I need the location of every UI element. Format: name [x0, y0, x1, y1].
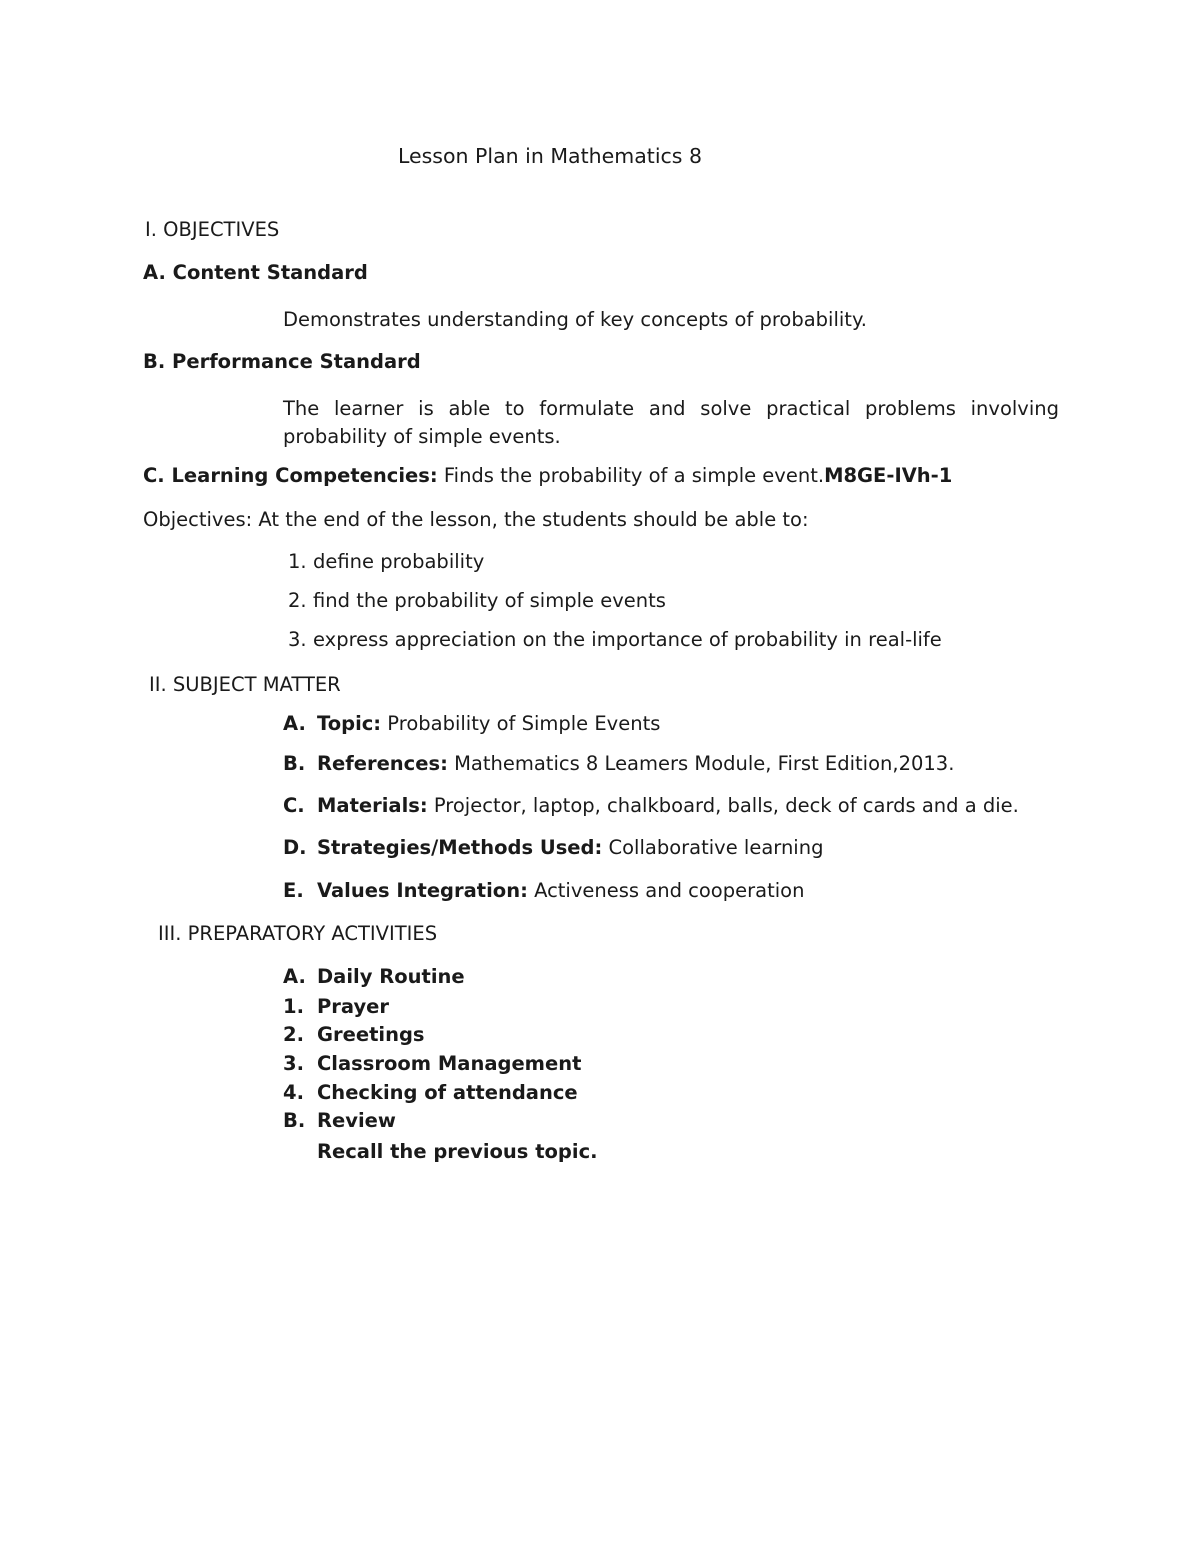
page-title: Lesson Plan in Mathematics 8 [397, 144, 703, 168]
item-text: Mathematics 8 Leamers Module, First Edition,2013. [447, 752, 955, 775]
objective-number: 2. [288, 589, 307, 612]
objective-item [288, 549, 484, 575]
content-standard-heading: A. Content Standard [143, 261, 368, 284]
item-letter: E. [283, 879, 304, 902]
item-text: Collaborative learning [602, 836, 824, 859]
performance-standard-text-line1: The learner is able to formulate and solve practical problems involving [283, 397, 1059, 420]
item-text: Daily Routine [317, 965, 465, 988]
review-text: Recall the previous topic. [317, 1140, 598, 1163]
subject-matter-item [283, 793, 1019, 819]
item-text: Classroom Management [317, 1052, 582, 1075]
objective-text: define probability [313, 550, 485, 573]
preparatory-item [283, 1108, 396, 1134]
item-marker: 2. [283, 1023, 304, 1046]
preparatory-item [283, 1080, 578, 1106]
item-marker: 3. [283, 1052, 304, 1075]
objective-text: find the probability of simple events [313, 589, 666, 612]
item-letter: C. [283, 794, 305, 817]
subject-matter-item [283, 878, 804, 904]
objective-item [288, 588, 666, 614]
item-label: References: [317, 752, 448, 775]
preparatory-item [283, 994, 389, 1020]
item-label: Strategies/Methods Used: [317, 836, 603, 859]
section-preparatory-heading: III. PREPARATORY ACTIVITIES [158, 922, 438, 945]
item-text: Review [317, 1109, 396, 1132]
competency-code: M8GE-IVh-1 [824, 464, 953, 487]
subject-matter-item [283, 751, 954, 777]
item-letter: A. [283, 712, 306, 735]
learning-competencies-heading: C. Learning Competencies: [143, 464, 438, 487]
preparatory-item [283, 1051, 581, 1077]
item-text: Probability of Simple Events [381, 712, 661, 735]
learning-competencies-text: Finds the probability of a simple event. [437, 464, 825, 487]
item-label: Values Integration: [317, 879, 528, 902]
item-label: Materials: [317, 794, 428, 817]
item-letter: B. [283, 752, 306, 775]
objectives-intro: Objectives: At the end of the lesson, the students should be able to: [143, 508, 809, 531]
objective-item [288, 627, 942, 653]
item-text: Activeness and cooperation [527, 879, 805, 902]
learning-competencies [143, 463, 952, 489]
item-text: Prayer [317, 995, 390, 1018]
item-marker: 4. [283, 1081, 304, 1104]
preparatory-item [283, 964, 465, 990]
objective-number: 3. [288, 628, 307, 651]
item-text: Projector, laptop, chalkboard, balls, deck of cards and a die. [427, 794, 1019, 817]
performance-standard-heading: B. Performance Standard [143, 350, 421, 373]
section-subject-matter-heading: II. SUBJECT MATTER [149, 673, 341, 696]
item-letter: D. [283, 836, 307, 859]
content-standard-text: Demonstrates understanding of key concepts of probability. [283, 308, 867, 331]
item-marker: B. [283, 1109, 306, 1132]
section-objectives-heading: I. OBJECTIVES [145, 218, 280, 241]
subject-matter-item [283, 835, 823, 861]
item-marker: A. [283, 965, 306, 988]
objective-number: 1. [288, 550, 307, 573]
performance-standard-text-line2: probability of simple events. [283, 425, 561, 448]
objective-text: express appreciation on the importance of probability in real-life [313, 628, 942, 651]
preparatory-item [283, 1022, 425, 1048]
item-marker: 1. [283, 995, 304, 1018]
item-text: Checking of attendance [317, 1081, 578, 1104]
subject-matter-item [283, 711, 660, 737]
item-label: Topic: [317, 712, 382, 735]
item-text: Greetings [317, 1023, 425, 1046]
